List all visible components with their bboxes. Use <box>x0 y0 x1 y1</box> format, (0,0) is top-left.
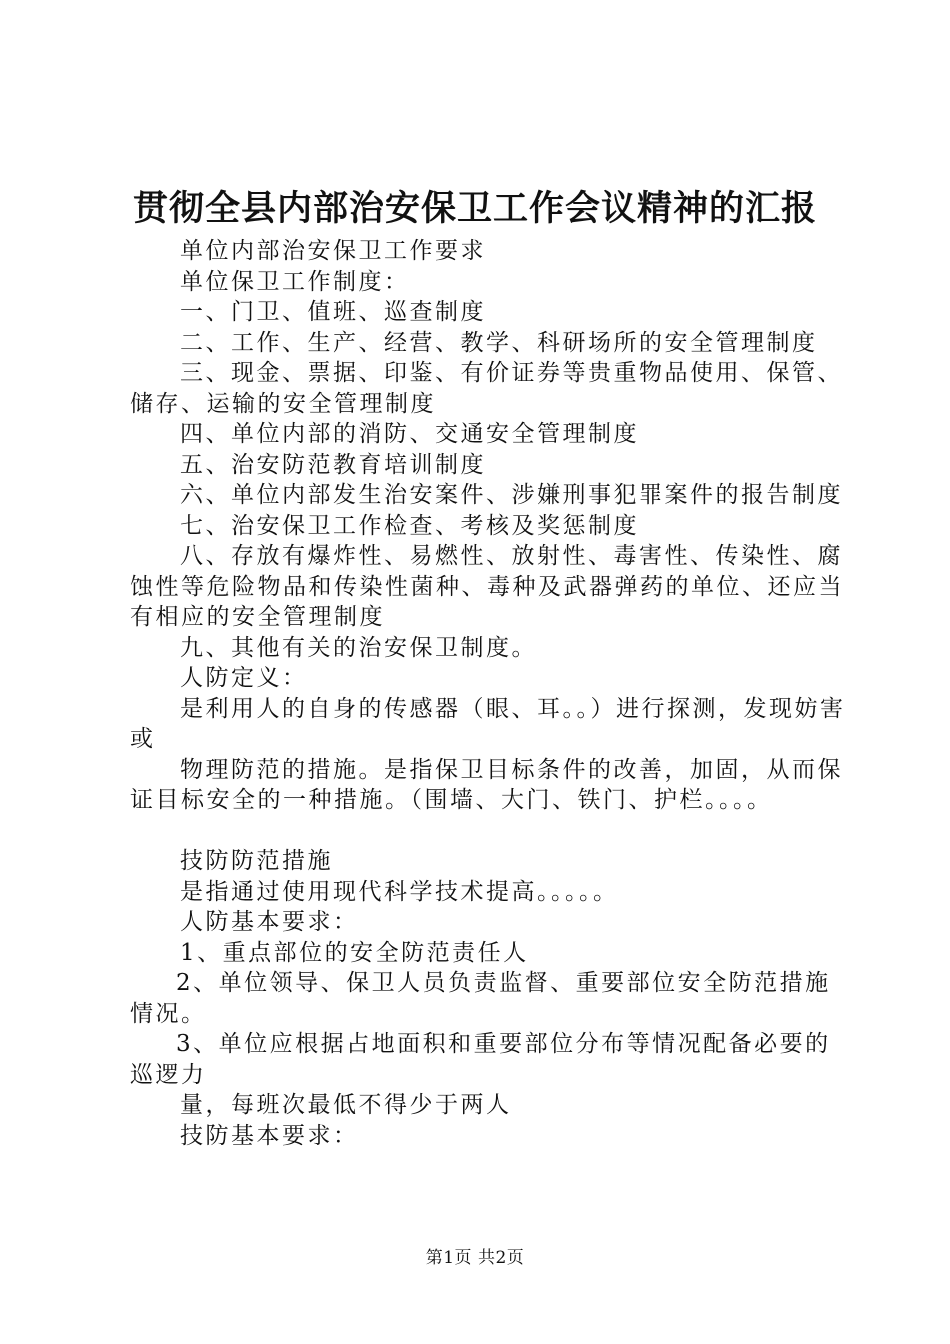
paragraph: 单位保卫工作制度： <box>180 268 410 295</box>
paragraph: 技防基本要求： <box>180 1122 359 1149</box>
paragraph: 1、重点部位的安全防范责任人 <box>180 939 529 966</box>
paragraph: 六、单位内部发生治安案件、涉嫌刑事犯罪案件的报告制度 <box>180 482 843 508</box>
paragraph: 三、现金、票据、印鉴、有价证券等贵重物品使用、保管、储存、运输的安全管理制度 <box>130 360 843 417</box>
paragraph: 四、单位内部的消防、交通安全管理制度 <box>180 421 639 447</box>
paragraph: 量，每班次最低不得少于两人 <box>180 1092 512 1118</box>
paragraph: 七、治安保卫工作检查、考核及奖惩制度 <box>180 512 639 539</box>
document-body <box>130 236 855 1151</box>
paragraph: 一、门卫、值班、巡查制度 <box>180 299 486 325</box>
paragraph: 物理防范的措施。是指保卫目标条件的改善，加固，从而保证目标安全的一种措施。（围墙、大门、铁门、护栏。。。。 <box>130 756 843 813</box>
page-footer: 第1页 共2页 <box>425 1248 525 1268</box>
paragraph: 3、单位应根据占地面积和重要部位分布等情况配备必要的巡逻力 <box>130 1031 831 1088</box>
paragraph: 单位内部治安保卫工作要求 <box>180 238 486 264</box>
paragraph: 是指通过使用现代科学技术提高。。。。。 <box>180 878 619 905</box>
blank-line <box>130 816 855 847</box>
paragraph: 五、治安防范教育培训制度 <box>180 451 486 478</box>
document-title: 贯彻全县内部治安保卫工作会议精神的汇报 <box>132 188 817 229</box>
paragraph: 人防定义： <box>180 665 308 691</box>
paragraph: 二、工作、生产、经营、教学、科研场所的安全管理制度 <box>180 329 818 356</box>
paragraph: 是利用人的自身的传感器（眼、耳。。）进行探测，发现妨害或 <box>130 695 846 752</box>
paragraph: 八、存放有爆炸性、易燃性、放射性、毒害性、传染性、腐蚀性等危险物品和传染性菌种、毒种及武器弹药的单位、还应当有相应的安全管理制度 <box>130 543 844 630</box>
paragraph: 九、其他有关的治安保卫制度。 <box>180 634 537 661</box>
paragraph: 技防防范措施 <box>180 848 333 874</box>
paragraph: 人防基本要求： <box>180 909 359 935</box>
paragraph: 2、单位领导、保卫人员负责监督、重要部位安全防范措施情况。 <box>130 970 831 1027</box>
